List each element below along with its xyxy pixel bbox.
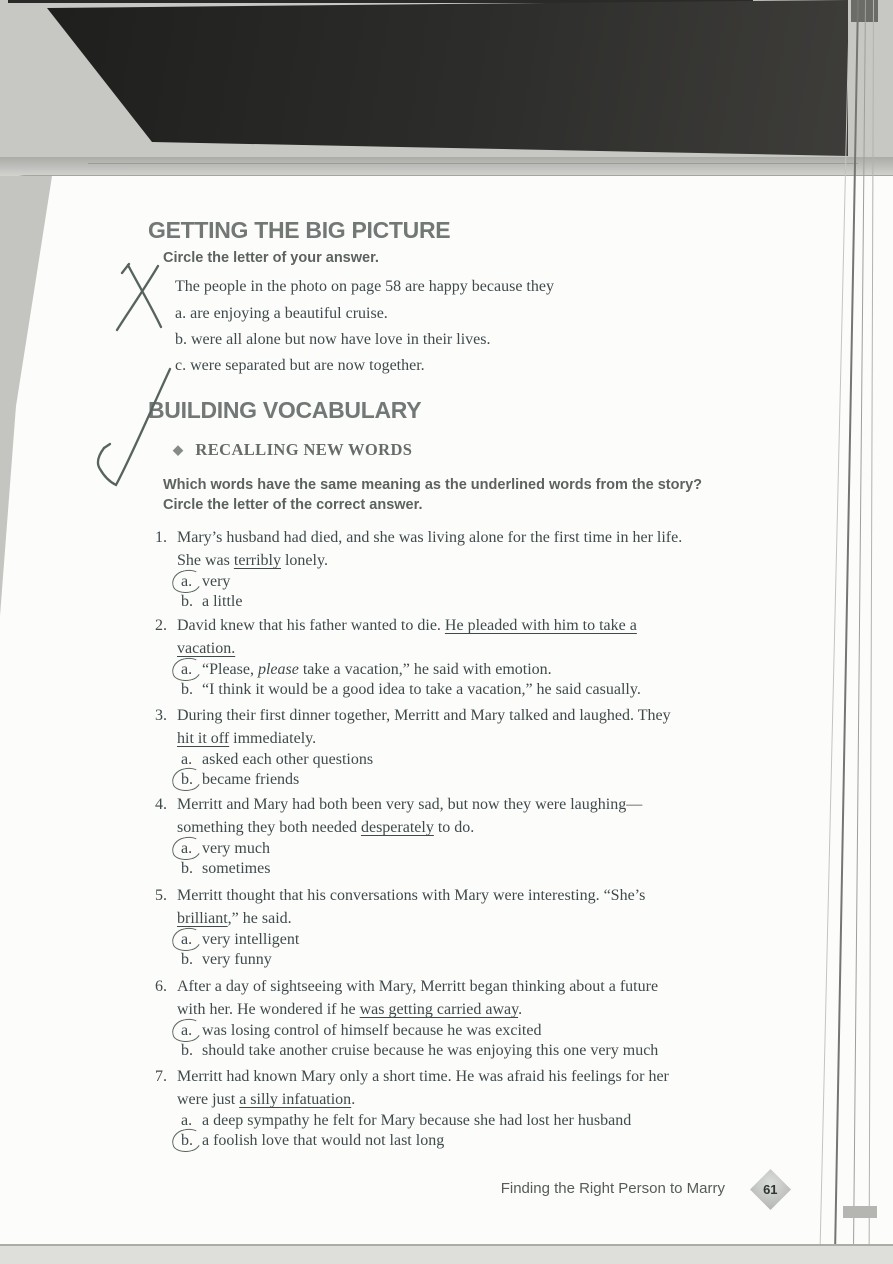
instruction-line: Circle the letter of the correct answer. bbox=[163, 496, 423, 513]
option-text: are enjoying a beautiful cruise. bbox=[190, 305, 388, 322]
option-row: a. a deep sympathy he felt for Mary because she had lost her husband bbox=[181, 1112, 632, 1129]
option-letter: a. bbox=[181, 931, 193, 948]
big-picture-option-c bbox=[175, 357, 425, 375]
option-letter: c. bbox=[175, 357, 187, 374]
option-letter: a. bbox=[181, 573, 193, 590]
option-row: a. very intelligent bbox=[155, 930, 823, 950]
option-row: b. became friends bbox=[155, 770, 823, 790]
option-row: b. sometimes bbox=[181, 859, 271, 877]
question-stem: 1. Mary’s husband had died, and she was living alone for the first time in her life. She was terribly lonely. bbox=[155, 526, 823, 572]
question-stem: 7. Merritt had known Mary only a short time. He was afraid his feelings for her were just a silly infatuation. bbox=[155, 1065, 823, 1111]
question-stem: 3. During their first dinner together, Merritt and Mary talked and laughed. They hit it off immediately. bbox=[155, 704, 823, 750]
option-letter: b. bbox=[181, 950, 193, 968]
question-stem: 6. After a day of sightseeing with Mary, Merritt began thinking about a future with her. He wondered if he was getting carried away. bbox=[155, 975, 823, 1021]
subheading-text: RECALLING NEW WORDS bbox=[195, 440, 413, 459]
question-number: 6. bbox=[155, 978, 167, 995]
option-row: b. very funny bbox=[181, 950, 272, 968]
option-row: b. a foolish love that would not last long bbox=[155, 1131, 823, 1151]
instruction-text: Circle the letter of your answer. bbox=[163, 250, 379, 266]
footer-chapter-title: Finding the Right Person to Marry bbox=[500, 1180, 725, 1197]
option-letter: a. bbox=[175, 305, 187, 322]
vocab-question-3 bbox=[155, 704, 823, 790]
vocabulary-instructions bbox=[163, 476, 702, 515]
option-letter: b. bbox=[181, 770, 193, 788]
option-letter: b. bbox=[181, 1041, 193, 1059]
option-row: b. should take another cruise because he was enjoying this one very much bbox=[181, 1041, 659, 1059]
option-letter: b. bbox=[181, 859, 193, 877]
question-stem: 5. Merritt thought that his conversations with Mary were interesting. “She’s brilliant,” he said. bbox=[155, 884, 823, 930]
scan-page-edge-band bbox=[0, 157, 893, 176]
option-letter: b. bbox=[175, 331, 187, 348]
scan-dark-shadow bbox=[0, 0, 893, 160]
big-picture-question: The people in the photo on page 58 are happy because they bbox=[175, 278, 554, 295]
option-row: a. was losing control of himself because he was excited bbox=[155, 1021, 823, 1041]
question-number: 1. bbox=[155, 529, 167, 546]
vocab-question-1 bbox=[155, 526, 823, 612]
section-heading-building-vocabulary: BUILDING VOCABULARY bbox=[148, 397, 422, 423]
option-letter: a. bbox=[181, 1112, 193, 1129]
option-letter: b. bbox=[181, 592, 193, 610]
option-letter: b. bbox=[181, 1131, 193, 1149]
scan-page-edge-line bbox=[88, 163, 858, 164]
option-letter: a. bbox=[181, 661, 193, 678]
option-letter: b. bbox=[181, 680, 193, 698]
option-text: were separated but are now together. bbox=[190, 357, 425, 374]
page-number: 61 bbox=[763, 1182, 778, 1197]
vocab-question-4 bbox=[155, 793, 823, 879]
question-stem: 2. David knew that his father wanted to die. He pleaded with him to take a vacation. bbox=[155, 614, 823, 660]
vocab-question-7 bbox=[155, 1065, 823, 1151]
option-row: b. a little bbox=[181, 592, 243, 610]
option-row: b. “I think it would be a good idea to take a vacation,” he said casually. bbox=[181, 680, 641, 698]
vocab-question-5 bbox=[155, 884, 823, 970]
question-number: 2. bbox=[155, 617, 167, 634]
option-text: were all alone but now have love in their lives. bbox=[191, 331, 491, 348]
question-number: 7. bbox=[155, 1068, 167, 1085]
scan-bottom-edge bbox=[0, 1244, 893, 1264]
option-row: a. “Please, please take a vacation,” he said with emotion. bbox=[155, 660, 823, 680]
big-picture-option-b bbox=[175, 331, 490, 349]
subheading-recalling-new-words bbox=[173, 440, 412, 460]
question-number: 4. bbox=[155, 796, 167, 813]
option-row: a. very much bbox=[155, 839, 823, 859]
big-picture-option-a bbox=[175, 305, 388, 323]
scan-right-mark bbox=[843, 1206, 877, 1218]
question-stem: 4. Merritt and Mary had both been very sad, but now they were laughing— something they both needed desperately to do. bbox=[155, 793, 823, 839]
option-letter: a. bbox=[181, 751, 193, 768]
instruction-line: Which words have the same meaning as the underlined words from the story? bbox=[163, 477, 703, 493]
option-letter: a. bbox=[181, 1022, 193, 1039]
question-number: 5. bbox=[155, 887, 167, 904]
option-letter: a. bbox=[181, 840, 193, 857]
section-heading-big-picture: GETTING THE BIG PICTURE bbox=[148, 217, 451, 243]
option-row: a. asked each other questions bbox=[181, 751, 374, 768]
diamond-bullet-icon: ◆ bbox=[173, 442, 184, 457]
option-row: a. very bbox=[155, 572, 823, 592]
vocab-question-6 bbox=[155, 975, 823, 1061]
question-number: 3. bbox=[155, 707, 167, 724]
vocab-question-2 bbox=[155, 614, 823, 700]
